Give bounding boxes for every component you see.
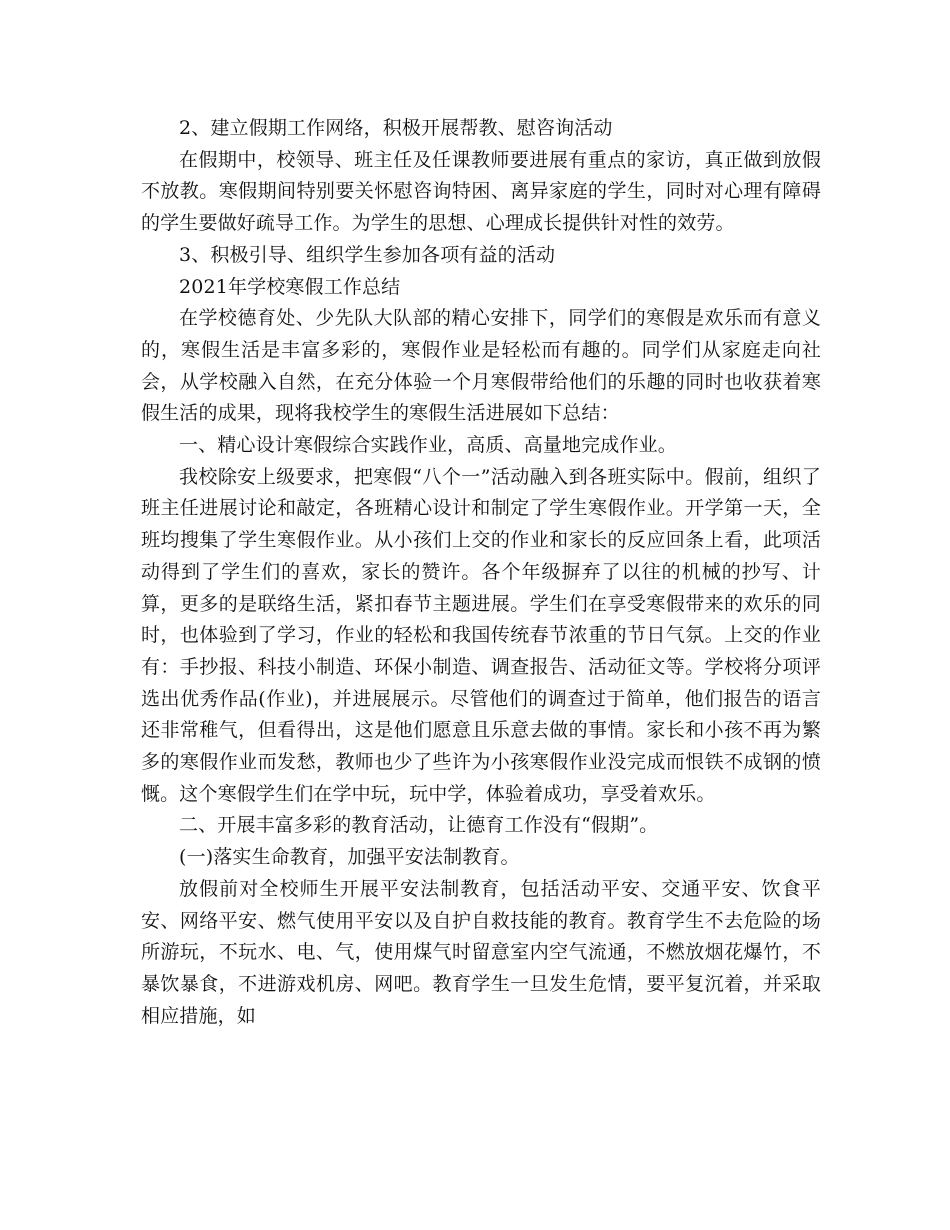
paragraph-homework: 我校除安上级要求，把寒假“八个一”活动融入到各班实际中。假前，组织了班主任进展讨论和敲定，各班精心设计和制定了学生寒假作业。开学第一天，全班均搜集了学生寒假作业。从小孩们上交的作业和家长的反应回条上看，此项活动得到了学生们的喜欢，家长的赞许。各个年级摒弃了以往的机械的抄写、计算，更多的是联络生活，紧扣春节主题进展。学生们在享受寒假带来的欢乐的同时，也体验到了学习，作业的轻松和我国传统春节浓重的节日气氛。上交的作业有：手抄报、科技小制造、环保小制造、调查报告、活动征文等。学校将分项评选出优秀作品(作业)，并进展展示。尽管他们的调查过于简单，他们报告的语言还非常稚气，但看得出，这是他们愿意且乐意去做的事情。家长和小孩不再为繁多的寒假作业而发愁，教师也少了些许为小孩寒假作业没完成而恨铁不成钢的愤慨。这个寒假学生们在学中玩，玩中学，体验着成功，享受着欢乐。 xyxy=(141,465,821,805)
paragraph-intro: 在学校德育处、少先队大队部的精心安排下，同学们的寒假是欢乐而有意义的，寒假生活是丰富多彩的，寒假作业是轻松而有趣的。同学们从家庭走向社会，从学校融入自然，在充分体验一个月寒假带给他们的乐趣的同时也收获着寒假生活的成果，现将我校学生的寒假生活进展如下总结： xyxy=(141,307,821,425)
document-body xyxy=(141,113,821,1032)
subsection-heading-safety: (一)落实生命教育，加强平安法制教育。 xyxy=(179,846,520,869)
section-heading-homework: 一、精心设计寒假综合实践作业，高质、高量地完成作业。 xyxy=(179,434,677,457)
paragraph-safety: 放假前对全校师生开展平安法制教育，包括活动平安、交通平安、饮食平安、网络平安、燃气使用平安以及自护自救技能的教育。教育学生不去危险的场所游玩，不玩水、电、气，使用煤气时留意室内空气流通，不燃放烟花爆竹，不暴饮暴食，不进游戏机房、网吧。教育学生一旦发生危情，要平复沉着，并采取相应措施，如 xyxy=(141,877,821,1027)
section-heading-activities: 3、积极引导、组织学生参加各项有益的活动 xyxy=(179,243,556,266)
section-heading-network: 2、建立假期工作网络，积极开展帮教、慰咨询活动 xyxy=(179,117,613,139)
paragraph-home-visits: 在假期中，校领导、班主任及任课教师要进展有重点的家访，真正做到放假不放教。寒假期间特别要关怀慰咨询特困、离异家庭的学生，同时对心理有障碍的学生要做好疏导工作。为学生的思想、心理成长提供针对性的效劳。 xyxy=(141,148,821,235)
document-title: 2021年学校寒假工作总结 xyxy=(179,275,401,298)
section-heading-education: 二、开展丰富多彩的教育活动，让德育工作没有“假期”。 xyxy=(179,814,659,837)
